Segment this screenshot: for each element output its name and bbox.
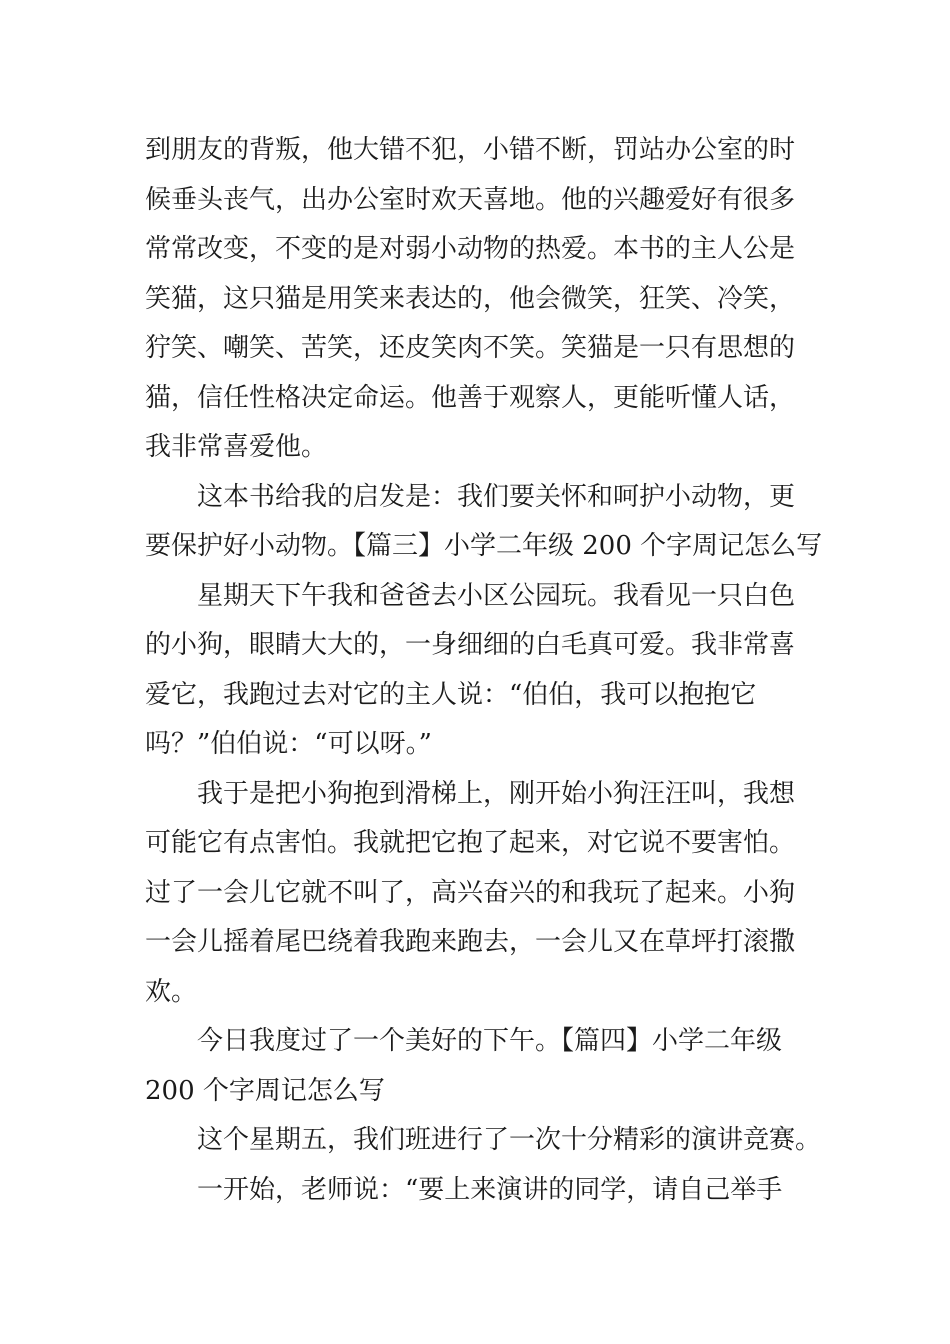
text-line: 的小狗，眼睛大大的，一身细细的白毛真可爱。我非常喜 (145, 630, 796, 660)
paragraph-6 (145, 1116, 822, 1166)
text-line: 这本书给我的启发是：我们要关怀和呵护小动物，更 (197, 481, 796, 512)
text-line: 常常改变，不变的是对弱小动物的热爱。本书的主人公是 (145, 234, 796, 264)
document-body (145, 126, 823, 1215)
paragraph-7 (145, 1166, 807, 1216)
paragraph-1 (145, 126, 807, 473)
text-line: 今日我度过了一个美好的下午。【篇四】小学二年级 (197, 1026, 783, 1056)
paragraph-5 (145, 1017, 807, 1116)
text-line: 我非常喜爱他。 (145, 432, 328, 462)
text-line: 可能它有点害怕。我就把它抱了起来，对它说不要害怕。 (145, 828, 796, 858)
text-line: 候垂头丧气，出办公室时欢天喜地。他的兴趣爱好有很多 (145, 184, 796, 215)
text-line: 要保护好小动物。【篇三】小学二年级 200 个字周记怎么写 (145, 531, 823, 561)
text-line: 我于是把小狗抱到滑梯上，刚开始小狗汪汪叫，我想 (197, 778, 796, 809)
text-line: 狞笑、嘲笑、苦笑，还皮笑肉不笑。笑猫是一只有思想的 (145, 333, 796, 363)
text-line: 过了一会儿它就不叫了，高兴奋兴的和我玩了起来。小狗 (145, 877, 796, 908)
text-line: 一会儿摇着尾巴绕着我跑来跑去，一会儿又在草坪打滚撒 (145, 927, 796, 957)
paragraph-4 (145, 770, 807, 1018)
text-line: 欢。 (145, 976, 198, 1007)
text-line: 猫，信任性格决定命运。他善于观察人，更能听懂人话， (145, 382, 796, 413)
text-line: 笑猫，这只猫是用笑来表达的，他会微笑，狂笑、冷笑， (145, 283, 796, 314)
text-line: 星期天下午我和爸爸去小区公园玩。我看见一只白色 (197, 580, 796, 611)
text-line: 爱它，我跑过去对它的主人说：“伯伯，我可以抱抱它 (145, 679, 757, 710)
text-line: 吗？”伯伯说：“可以呀。” (145, 729, 432, 759)
paragraph-3 (145, 572, 807, 770)
text-line: 到朋友的背叛，他大错不犯，小错不断，罚站办公室的时 (145, 135, 796, 165)
text-line: 200 个字周记怎么写 (145, 1075, 385, 1106)
paragraph-2 (145, 473, 823, 572)
text-line: 这个星期五，我们班进行了一次十分精彩的演讲竞赛。 (197, 1125, 822, 1155)
text-line: 一开始，老师说：“要上来演讲的同学，请自己举手 (197, 1174, 783, 1205)
